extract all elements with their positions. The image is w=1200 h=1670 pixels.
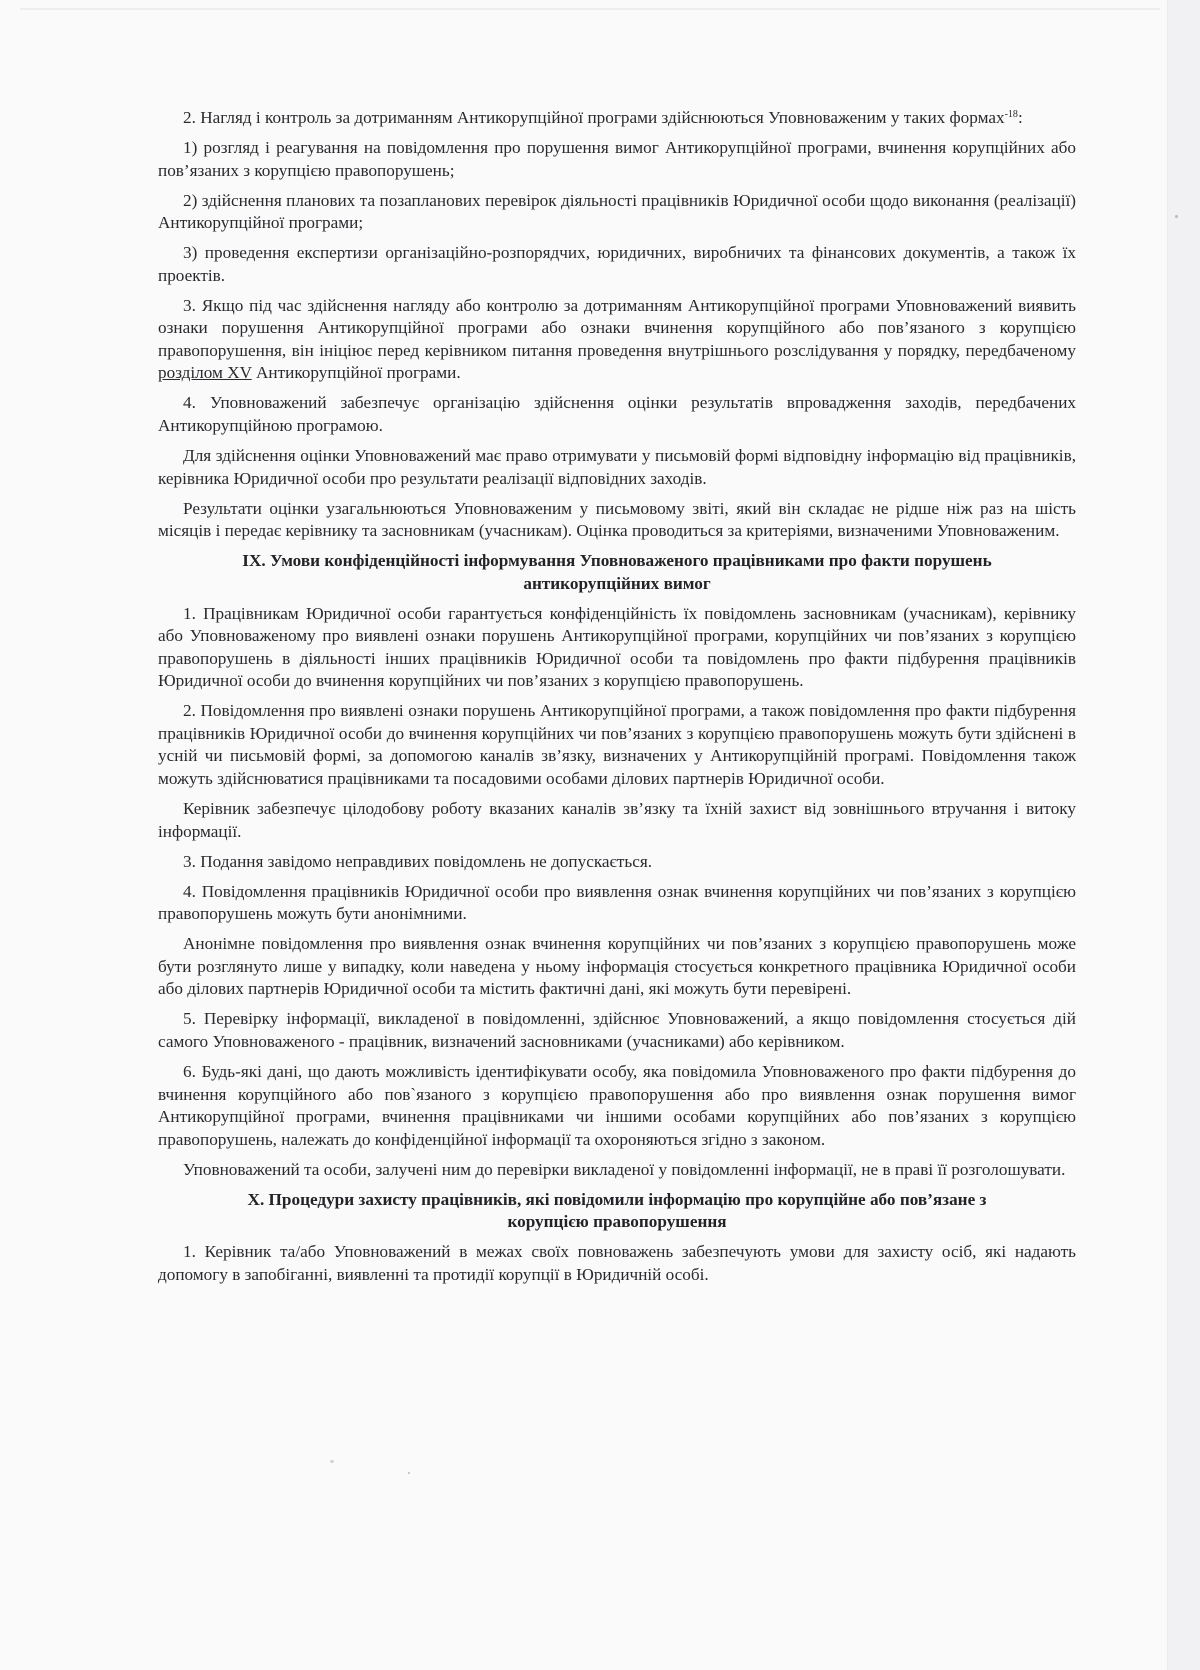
section-xv-link[interactable]: розділом XV: [158, 363, 252, 383]
paragraph-assessment-results: Результати оцінки узагальнюються Уповноваженим у письмовому звіті, який він складає не рідше ніж раз на шість місяців і передає керівнику та засновникам (учасникам). Оцінка проводиться за критеріями, визначеними Уповноваженим.: [158, 498, 1076, 541]
paragraph-ix-1: 1. Працівникам Юридичної особи гарантується конфіденційність їх повідомлень засновникам (учасникам), керівнику або Уповноваженому про виявлені ознаки порушень Антикорупційної програми, корупційних чи пов’язаних з корупцією правопорушень в діяльності інших працівників Юридичної особи та повідомлень про факти підбурення працівників Юридичної особи до вчинення корупційних чи пов’язаних з корупцією правопорушень.: [158, 603, 1076, 691]
paragraph-ix-6: 6. Будь-які дані, що дають можливість ідентифікувати особу, яка повідомила Уповноваженого про факти підбурення до вчинення корупційного або пов`язаного з корупцією правопорушення або про виявлення ознак порушення вимог Антикорупційної програми, вчинення працівниками чи іншими особами корупційних або пов’язаних з корупцією правопорушень, належать до конфіденційної інформації та охороняються згідно з законом.: [158, 1062, 1076, 1149]
paragraph-ix-channels: Керівник забезпечує цілодобову роботу вказаних каналів зв’язку та їхній захист від зовнішнього втручання і витоку інформації.: [158, 799, 1076, 841]
section-heading-ix: IX. Умови конфіденційності інформування Уповноваженого працівниками про факти порушень антикорупційних вимог: [242, 551, 992, 593]
footnote-ref[interactable]: -18: [1004, 109, 1018, 120]
paragraph-item-2: 2) здійснення планових та позапланових перевірок діяльності працівників Юридичної особи щодо виконання (реалізації) Антикорупційної програми;: [158, 190, 1076, 233]
paragraph-x-1: 1. Керівник та/або Уповноважений в межах своїх повноважень забезпечують умови для захисту осіб, які надають допомогу в запобіганні, виявленні та протидії корупції в Юридичній особі.: [158, 1242, 1076, 1284]
scan-speck: [408, 1472, 410, 1474]
scan-edge-strip: [1167, 0, 1200, 1670]
scan-speck: [1175, 215, 1178, 218]
scan-top-edge: [20, 8, 1160, 10]
paragraph-item-1: 1) розгляд і реагування на повідомлення про порушення вимог Антикорупційної програми, вчинення корупційних або пов’язаних з корупцією правопорушень;: [158, 138, 1076, 180]
paragraph-section-3: 3. Якщо під час здійснення нагляду або контролю за дотриманням Антикорупційної програми Уповноважений виявить ознаки порушення Антикорупційної програми або ознаки вчинення корупційного або пов’язаного з корупцією правопорушення, він ініціює перед керівником питання проведення внутрішнього розслідування у порядку, передбаченому розділом XV Антикорупційної програми.: [158, 295, 1076, 383]
document-body: [158, 107, 1076, 1294]
paragraph-ix-5: 5. Перевірку інформації, викладеної в повідомленні, здійснює Уповноважений, а якщо повідомлення стосується дій самого Уповноваженого - працівник, визначений засновниками (учасниками) або керівником.: [158, 1009, 1076, 1051]
paragraph-supervision-forms: 2. Нагляд і контроль за дотриманням Антикорупційної програми здійснюються Уповноваженим у таких формах$^{-18}$:: [183, 108, 1023, 127]
paragraph-ix-2: 2. Повідомлення про виявлені ознаки порушень Антикорупційної програми, а також повідомлення про факти підбурення працівників Юридичної особи до вчинення корупційних чи пов’язаних з корупцією правопорушень можуть бути здійснені в усній чи письмовій формі, за допомогою каналів зв’язку, визначених у Антикорупційній програмі. Повідомлення також можуть здійснюватися працівниками та посадовими особами ділових партнерів Юридичної особи.: [158, 701, 1076, 788]
section-heading-x: X. Процедури захисту працівників, які повідомили інформацію про корупційне або пов’язане з корупцією правопорушення: [247, 1189, 987, 1232]
paragraph-item-3: 3) проведення експертизи організаційно-розпорядчих, юридичних, виробничих та фінансових документів, а також їх проектів.: [158, 243, 1076, 285]
paragraph-ix-3: 3. Подання завідомо неправдивих повідомлень не допускається.: [183, 851, 653, 871]
paragraph-section-4: 4. Уповноважений забезпечує організацію здійснення оцінки результатів впровадження заходів, передбачених Антикорупційною програмою.: [158, 393, 1076, 435]
paragraph-assessment-info: Для здійснення оцінки Уповноважений має право отримувати у письмовій формі відповідну інформацію від працівників, керівника Юридичної особи про результати реалізації відповідних заходів.: [158, 446, 1076, 488]
paragraph-ix-4: 4. Повідомлення працівників Юридичної особи про виявлення ознак вчинення корупційних чи пов’язаних з корупцією правопорушень можуть бути анонімними.: [158, 881, 1076, 924]
scan-speck: [330, 1460, 334, 1463]
paragraph-ix-disclosure: Уповноважений та особи, залучені ним до перевірки викладеної у повідомленні інформації, не в праві її розголошувати.: [183, 1159, 1066, 1179]
paragraph-ix-anonymous: Анонімне повідомлення про виявлення ознак вчинення корупційних чи пов’язаних з корупцією правопорушень може бути розглянуто лише у випадку, коли наведена у ньому інформація стосується конкретного працівника Юридичної особи або ділових партнерів Юридичної особи та містить фактичні дані, які можуть бути перевірені.: [158, 934, 1076, 999]
